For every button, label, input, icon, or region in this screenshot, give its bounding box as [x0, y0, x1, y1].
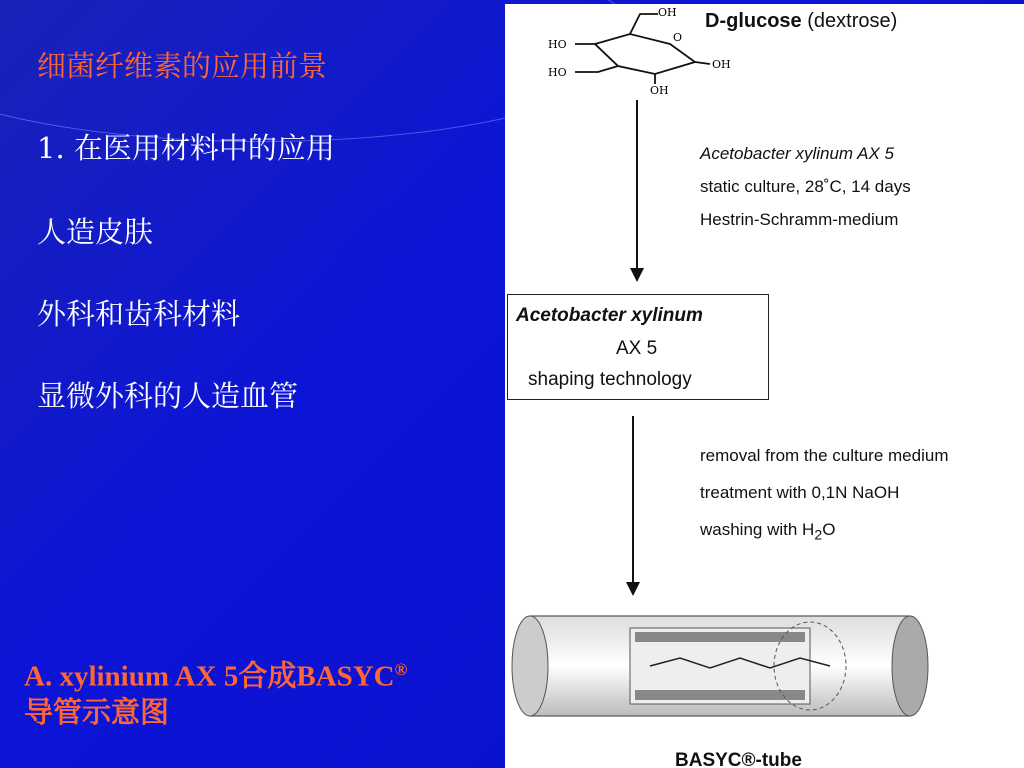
wash-sub: 2: [814, 527, 823, 544]
arrow-1-head: [630, 268, 644, 282]
mol-label-ring-o: O: [673, 31, 683, 44]
arrow-2-shaft: [632, 416, 634, 584]
arrow-2-head: [626, 582, 640, 596]
step1-line3: Hestrin-Schramm-medium: [700, 210, 899, 229]
organism-box: [507, 294, 769, 400]
item-medical-materials: 1. 在医用材料中的应用: [37, 131, 335, 165]
caption-line1: A. xylinium AX 5合成BASYC: [24, 660, 395, 693]
mol-label-ho-2: HO: [548, 66, 567, 79]
mol-label-ho-1: HO: [548, 38, 567, 51]
step2-line1: removal from the culture medium: [700, 446, 949, 465]
item-artificial-skin: 人造皮肤: [37, 215, 154, 249]
box-line2: AX 5: [616, 338, 658, 359]
mol-label-oh-right: OH: [712, 58, 731, 71]
box-line3: shaping technology: [528, 369, 692, 390]
step2-line2: treatment with 0,1N NaOH: [700, 483, 900, 502]
wash-text: washing with H: [700, 520, 815, 539]
glucose-label: [705, 10, 897, 33]
step2-line3: [700, 520, 835, 543]
glucose-bold: D-glucose: [705, 10, 802, 32]
caption-registered-mark: ®: [394, 660, 408, 679]
caption-line2: 导管示意图: [24, 696, 170, 729]
wash-end: O: [822, 520, 836, 539]
basyc-tube-illustration: [510, 608, 930, 728]
text-column: [0, 0, 505, 768]
step1-line2: static culture, 28˚C, 14 days: [700, 177, 911, 196]
mol-label-oh-bottom: OH: [650, 84, 669, 96]
step1-line1: Acetobacter xylinum AX 5: [700, 144, 895, 163]
item-surgical-dental: 外科和齿科材料: [37, 297, 241, 331]
figure-panel: [505, 4, 1024, 768]
slide-title: 细菌纤维素的应用前景: [37, 49, 328, 83]
item-blood-vessel: 显微外科的人造血管: [37, 379, 299, 413]
figure-caption: [24, 652, 407, 731]
mol-label-oh-top: OH: [658, 6, 677, 19]
arrow-1-shaft: [636, 100, 638, 270]
box-title: Acetobacter xylinum: [516, 305, 703, 326]
glucose-paren: (dextrose): [807, 10, 898, 32]
tube-label: BASYC®-tube: [675, 750, 802, 768]
